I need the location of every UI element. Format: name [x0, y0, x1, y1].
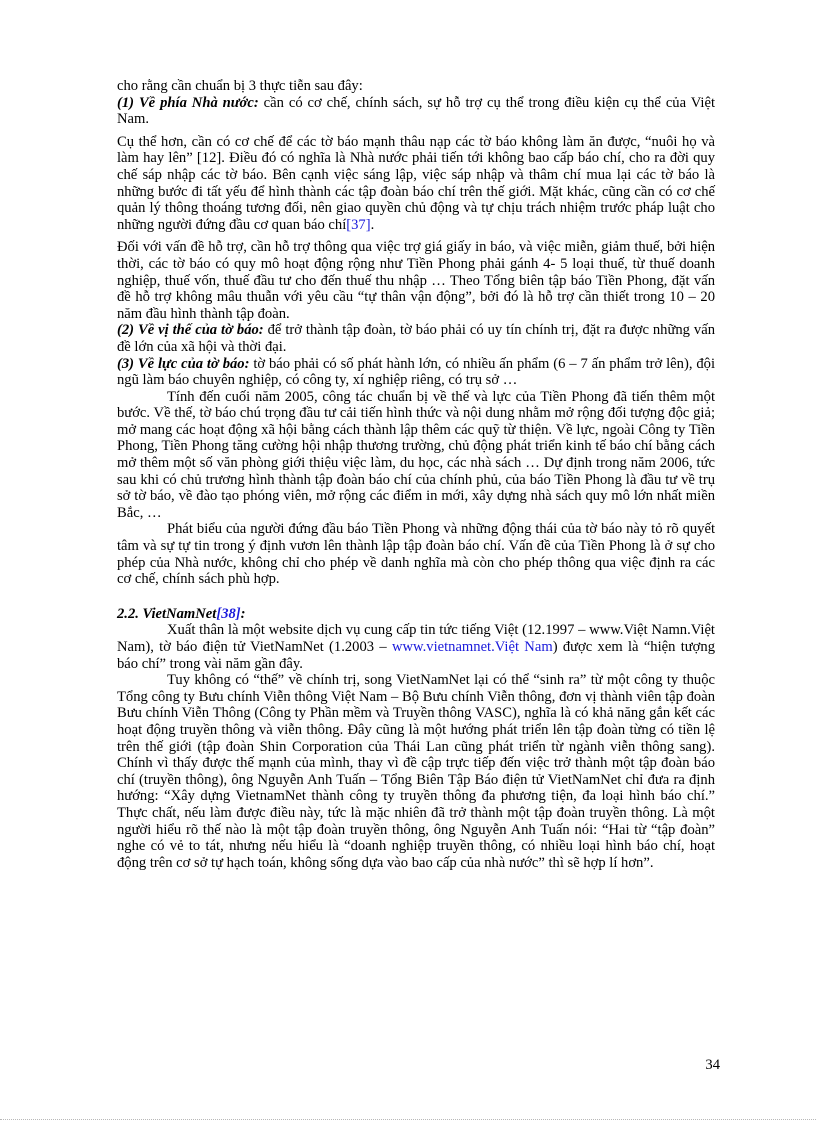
paragraph-vietnamnet-origin	[117, 622, 715, 672]
paragraph-mechanism	[117, 134, 715, 234]
position-text: để trở thành tập đoàn, tờ báo phải có uy tín chính trị, đặt ra được những vấn đề lớn của xã hội và thời đại.	[117, 322, 715, 355]
origin-text-end: ) được xem là “hiện tượng báo chí” trong vài năm gần đây.	[117, 639, 715, 672]
paragraph-strength	[117, 356, 715, 389]
page-number: 34	[705, 1057, 720, 1073]
citation-37[interactable]: [37]	[346, 216, 371, 233]
paragraph-tien-phong-statement: Phát biểu của người đứng đầu báo Tiền Phong và những động thái của tờ báo này tỏ rõ quyết tâm và sự tự tin trong ý định vươn lên thành lập tập đoàn báo chí. Vấn đề của Tiền Phong là ở sự cho phép của Nhà nước, không chỉ cho phép về danh nghĩa mà còn cho phép thông qua việc định ra các cơ chế, chính sách phù hợp.	[117, 521, 715, 588]
paragraph-state-role	[117, 95, 715, 128]
strength-text: tờ báo phải có số phát hành lớn, có nhiều ấn phẩm (6 – 7 ấn phẩm trở lên), đội ngũ làm báo chuyên nghiệp, có công ty, xí nghiệp riêng, có trụ sở …	[117, 355, 715, 389]
paragraph-position	[117, 322, 715, 355]
intro-line: cho rằng cần chuẩn bị 3 thực tiễn sau đây:	[117, 78, 363, 94]
heading-end: :	[240, 605, 246, 622]
origin-text: Xuất thân là một website dịch vụ cung cấp tin tức tiếng Việt (12.1997 – www.Việt Namn.Việt Nam), tờ báo điện tử VietNamNet (1.2003 –	[117, 622, 715, 655]
paragraph-support: Đối với vấn đề hỗ trợ, cần hỗ trợ thông qua việc trợ giá giấy in báo, và việc miễn, giảm thuế, bởi hiện thời, các tờ báo có quy mô hoạt động rộng như Tiền Phong phải gánh 4- 5 loại thuế, từ thuế doanh nghiệp, thuế vốn, thuế đầu tư cho đến thuế thu nhập … Theo Tổng biên tập báo Tiền Phong, đặt vấn đề hỗ trợ không mâu thuẫn với yêu cầu “tự thân vận động”, bởi đó là hỗ trợ cần thiết trong 10 – 20 năm đầu hình thành tập đoàn.	[117, 239, 715, 322]
vietnamnet-link[interactable]: www.vietnamnet.Việt Nam	[391, 639, 553, 655]
position-label: (2) Về vị thế của tờ báo:	[117, 322, 264, 339]
section-heading-vietnamnet	[117, 606, 715, 623]
citation-38[interactable]: [38]	[216, 605, 241, 622]
state-role-label: (1) Về phía Nhà nước:	[117, 94, 259, 111]
strength-label: (3) Về lực của tờ báo:	[117, 355, 250, 372]
paragraph-tien-phong-2005: Tính đến cuối năm 2005, công tác chuẩn bị về thế và lực của Tiền Phong đã tiến thêm một bước. Về thế, tờ báo chú trọng đầu tư cải tiến hình thức và nội dung nhằm mở rộng đối tượng độc giả; mở mang các hoạt động xã hội bằng cách thành lập thêm các quỹ từ thiện. Về lực, ngoài Công ty Tiền Phong, Tiền Phong tăng cường hội nhập thương trường, chủ động phát triển kinh tế báo chí bằng cách mở thêm một số văn phòng giới thiệu việc làm, du học, các nhà sách … Dự định trong năm 2006, tức sau khi có chủ trương hình thành tập đoàn báo chí của chính phủ, của báo Tiền Phong là đầu tư về trụ sở tờ báo, về đào tạo phóng viên, mở rộng các điểm in mới, xây dựng nhà sách quy mô lớn nhất miền Bắc, …	[117, 388, 715, 521]
page-bottom-rule	[0, 1119, 816, 1120]
body-text	[117, 78, 715, 871]
mechanism-end: .	[370, 216, 375, 233]
paragraph-vietnamnet-strategy: Tuy không có “thế” về chính trị, song VietNamNet lại có thể “sinh ra” từ một công ty thuộc Tổng công ty Bưu chính Viễn thông Việt Nam – Bộ Bưu chính Viễn thông, đơn vị thành viên tập đoàn Bưu chính Viễn Thông (Công ty Phần mềm và Truyền thông VASC), nghĩa là có khả năng gắn kết các hoạt động truyền thông và viễn thông. Đây cũng là một hướng phát triển lên tập đoàn từng có tiền lệ trên thế giới (tập đoàn Shin Corporation của Thái Lan cũng phát triển từ ngành viễn thông sang). Chính vì thấy được thế mạnh của mình, thay vì đề cập trực tiếp đến việc trở thành một tập đoàn báo chí (truyền thông), ông Nguyễn Anh Tuấn – Tổng Biên Tập Báo điện tử VietNamNet chỉ đưa ra định hướng: “Xây dựng VietnamNet thành công ty truyền thông đa phương tiện, đa loại hình báo chí.” Thực chất, nếu làm được điều này, tức là mặc nhiên đã trở thành một tập đoàn truyền thông. Là một người hiểu rõ thế nào là một tập đoàn truyền thông, ông Nguyễn Anh Tuấn nói: “Hai từ “tập đoàn” nghe có vẻ to tát, nhưng nếu hiểu là “doanh nghiệp truyền thông, có nhiều loại hình báo chí, hoạt động trên cơ sở tự hạch toán, không sống dựa vào bao cấp của nhà nước” thì sẽ hợp lí hơn”.	[117, 672, 715, 871]
mechanism-text: Cụ thể hơn, cần có cơ chế để các tờ báo mạnh thâu nạp các tờ báo không làm ăn được, “nuôi họ và làm hay lên” [12]. Điều đó có nghĩa là Nhà nước phải tiến tới không bao cấp báo chí, cho ra đời quy chế sáp nhập các tờ báo. Bên cạnh việc sáng lập, việc sáp nhập và thâm chí mua lại các tờ báo là những bước đi tất yếu để hình thành các tập đoàn báo chí trên thế giới. Mặt khác, cũng cần có cơ chế quản lý thông thoáng tương đối, nên giao quyền chủ động và tự chịu trách nhiệm trước pháp luật cho những người đứng đầu cơ quan báo chí	[117, 133, 715, 233]
heading-text: 2.2. VietNamNet	[117, 605, 217, 622]
state-role-text: cần có cơ chế, chính sách, sự hỗ trợ cụ thể trong điều kiện cụ thể của Việt Nam.	[117, 94, 715, 128]
